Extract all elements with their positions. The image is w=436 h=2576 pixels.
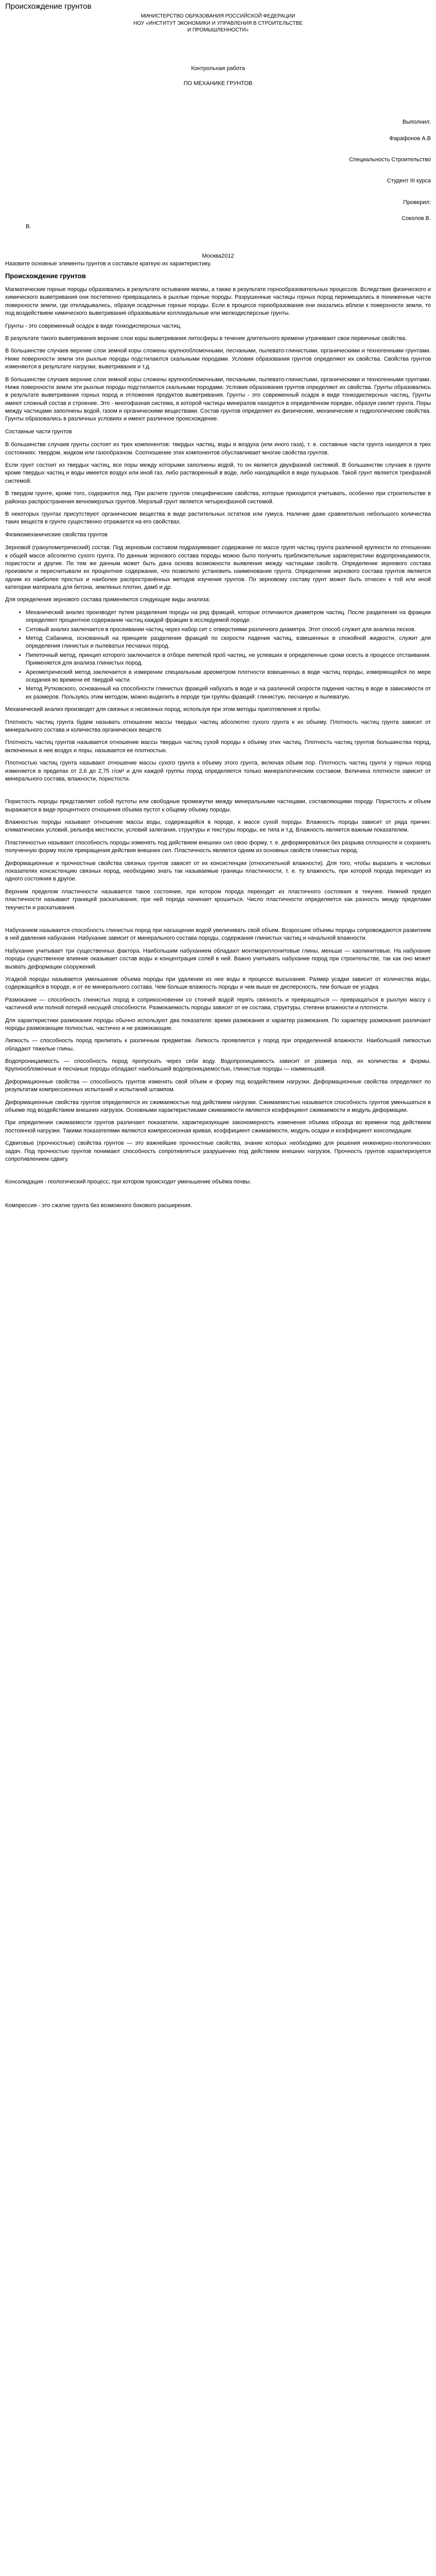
course: Студент III курса (387, 178, 431, 184)
list-item: • Механический анализ производят путем разделения породы на ряд фракций, которые отличаются диаметром частиц. После разделения на фракции определяют процентное содержание частиц каждой фракции в исследуемой породе. (26, 609, 431, 625)
paragraph: Влажностью породы называют отношение массы воды, содержащейся в породе, к массе сухой породы. Влажность породы зависит от ряда причин: климатических условий, рельефа местности, условий залегания, структуры и текстуры породы, ее типа и т.д. Влажность является важным показателем. (5, 819, 431, 834)
paragraph: Липкость — способность пород прилипать к различным предметам. Липкость проявляется у пород при определенной влажности. Наибольшей липкостью обладают тяжелые глины. (5, 1038, 431, 1052)
paragraph: Деформационные свойства грунтов определяются их сжимаемостью под действием нагрузки. Сжимаемостью называется способность грунтов уменьшаться в объеме под воздействием внешних нагрузок. Основными характеристиками сжимаемости являются коэффициент сжимаемости и модуль деформации. (5, 1099, 431, 1114)
paragraph: Сдвиговые (прочностные) свойства грунтов — это важнейшие прочностные свойства, знание которых необходимо для решения инженерно-геологических задач. Под прочностью грунтов понимают способность сопротивляться разрушению под действием внешних нагрузок. Прочность грунтов характеризуется сопротивлением сдвигу. (5, 1140, 431, 1162)
checked-label: Проверил: (403, 199, 431, 206)
paragraph: Деформационные и прочностные свойства связных грунтов зависят от их консистенции (относительной влажности). Для того, чтобы выразить в числовых показателях консистенцию связных пород, необходимо знать так называемые границы пластичности, т. е. ту влажность, при которой порода переходит из одного состояния в другое. (5, 860, 431, 883)
consolidation-definition: Консолидация - геологический процесс, при котором происходит уменьшение объёма почвы. (5, 1179, 252, 1185)
paragraph: В большинстве случаев верхние слои земной коры сложены крупнообломочными, песчаными, пылевато-глинистыми, органическими и техногенными грунтами. Ниже поверхности земли эти рыхлые породы подстилаются скальными породами. Условия образования грунтов определяют их свойства. Грунты образовались в результате выветривания горных пород и отложения продуктов выветривания. Грунты - это современный осадок в виде тонкодисперсных частиц. Грунты имеют сложный состав и строение. Это - многофазная система, в которой частицы минералов находятся в определённом порядке, образуя скелет грунта. Поры между частицами заполнены водой, газом и органическими веществами. Состав грунтов определяет их физические, механические и гидрологические свойства. Грунты образовались в различных условиях и имеют различное происхождение. (5, 376, 431, 422)
performed-label: Выполнил: (402, 119, 431, 126)
paragraph: Для характеристики размокания породы обычно используют два показателя: время размокания и характер размокания. По характеру размокания различают породы размокающие полностью, частично и не размокающие. (5, 1017, 431, 1031)
list-item: • Ареометрический метод заключается в измерении специальным ареометром плотности взвешенных в воде частиц породы, измеряющейся по мере оседания во времени её твердой части. (26, 669, 431, 685)
page (0, 0, 436, 1210)
paragraph: В результате такого выветривания верхние слои коры выветривания литосферы в течение длительного времени утрачивают свои первичные свойства. (5, 335, 407, 342)
list-item: • Пипеточный метод, принцип которого заключается в отборе пипеткой проб частиц, не успевших в определенные сроки осесть в процессе отстаивания. Применяется для анализа глинистых пород. (26, 652, 431, 668)
list-item: • Метод Сабанина, основанный на принципе разделения фракций по скорости падения частиц, взвешенных в спокойной жидкости, служит для определения глинистых и пылеватых песчаных пород. (26, 635, 431, 651)
teacher-name: Соколов В. (402, 215, 431, 222)
paragraph: Пористость породы представляет собой пустоты или свободные промежутки между минеральными частицами, составляющими породу. Пористость и объем выражается в виде процентного отношения объема пустот к общему объему породы. (5, 799, 431, 813)
paragraph: В твердом грунте, кроме того, содержится лед. При расчете грунтов специфические свойства, которые приходится учитывать, особенно при строительстве в районах распространения вечномерзлых грунтов. Мерзлый грунт является четырехфазной системой. (5, 490, 431, 505)
paragraph: Плотность частиц грунтов называется отношение массы твердых частиц сухой породы к объему этих частиц. Плотность частиц грунтов большинства пород, включенных в нее воздух и поры, называется ее плотностью. (5, 739, 431, 754)
paragraph: Механический анализ производят для связных и несвязных пород, используя при этом методы приготовления и пробы. (5, 706, 321, 713)
city-initial: В. (26, 223, 31, 230)
paragraph: Размокание — способность глинистых пород в соприкосновении со стоячей водой терять связность и превращаться — превращаться в рыхлую массу с частичной или полной потерей несущей способности. Размокаемость породы зависит от ее состава, структуры, степени влажности и плотности. (5, 996, 431, 1011)
paragraph: Для определения зернового состава применяются следующие виды анализа: (5, 597, 211, 603)
paragraph: Набуханием называется способность глинистых пород при насыщении водой увеличивать свой объем. Возросшие объемы породы сопровождаются развитием в ней давления набухания. Набухание зависит от минерального состава породы, содержания глинистых частиц и начальной влажности. (5, 927, 431, 942)
paragraph: Плотность частиц грунта будем называть отношение массы твердых частиц абсолютно сухого грунта к их объему. Плотность частиц грунта зависит от минерального состава и количества органических веществ. (5, 719, 431, 733)
composition-heading: Составные части грунтов (5, 428, 72, 435)
city-year: Москва2012 (202, 253, 234, 260)
paragraph: Пластичностью называют способность породы изменять под действием внешних сил свою форму, т. е. деформироваться без разрыва сплошности и сохранять полученную форму после прекращения действия внешних сил. Пластичность является одним из основных свойств глинистых пород. (5, 839, 431, 854)
task-intro: Назовите основные элементы грунтов и составьте краткую их характеристику. (5, 261, 212, 267)
list-item: • Метод Рутковского, основанный на способности глинистых фракций набухать в воде и на различной скорости падения частиц в воде в зависимости от их размеров. Пользуясь этим методом, можно выделить в породе три группы фракций: глинистую, песчаную и пылеватую. (26, 685, 431, 701)
analysis-methods-list (5, 609, 431, 701)
site-title: Происхождение грунтов (5, 2, 92, 11)
paragraph: В большинстве случаев верхние слои земной коры сложены крупнообломочными, песчаными, пылевато-глинистыми, органическими и техногенными грунтами. Ниже поверхности земли эти рыхлые породы подстилаются скальными породами. Условия образования грунтов определяют их свойства. Свойства грунтов изменяются в результате нагрузки, выветривания и т.д. (5, 348, 431, 370)
paragraph: В большинстве случаев грунты состоят из трех компонентов: твердых частиц, воды и воздуха (или иного газа), т. е. составные части грунта находятся в трех состояниях: твердом, жидком или газообразном. Соотношение этих компонентов обуславливает многие свойства грунтов. (5, 442, 431, 456)
physmech-heading: Физикомеханические свойства грунтов (5, 531, 108, 538)
paragraph: В некоторых грунтах присутствуют органические вещества в виде растительных остатков или гумуса. Наличие даже сравнительно небольшого количества таких веществ в грунте существенно отражается на его свойствах. (5, 511, 431, 526)
ministry-block: МИНИСТЕРСТВО ОБРАЗОВАНИЯ РОССИЙСКОЙ ФЕДЕРАЦИИ НОУ «ИНСТИТУТ ЭКОНОМИКИ И УПРАВЛЕНИЯ В СТРОИТЕЛЬСТВЕ И ПРОМЫШЛЕННОСТИ» (133, 13, 303, 33)
paragraph: Верхним пределом пластичности называется такое состояние, при котором порода переходит из пластичного состояния в текучее. Нижний предел пластичности называют границей раскатывания, при ней порода начинает крошиться. Число пластичности определяется как разность между пределами текучести и раскатывания. (5, 888, 431, 911)
paragraph: Если грунт состоит из твердых частиц, все поры между которыми заполнены водой, то он является двухфазной системой. В большинстве случаев в грунте кроме твердых частиц и воды имеется воздух или иной газ, либо растворенный в воде, либо находящийся в виде пузырьков. Такой грунт является трехфазной системой. (5, 462, 431, 484)
work-type: Контрольная работа (191, 65, 245, 72)
student-name: Фарафонов А.В (389, 135, 431, 142)
paragraph: Зерновой (гранулометрический) состав. Под зерновым составом подразумевают содержание по массе групп частиц грунта различной крупности по отношению к общей массе абсолютно сухого грунта. По данным зернового состава породы можно было получить приблизительные характеристики водопроницаемости, пористости и другие. По тем же данным может быть дана основа возможности выявления между частицами свойств. Определение зернового состава произвели и пересчитывали их процентное содержание, что позволило установить наименование грунта. Определение зернового состава грунтов является одним из наиболее простых и наиболее распространённых методов изучения грунтов. По зерновому составу грунт может быть отнесен к той или иной категории материала для бетона, земляных плотин, дамб и др. (5, 545, 431, 591)
paragraph: Магматические горные породы образовались в результате остывания магмы, а также в результате горнообразовательных процессов. Вследствие физического и химического выветривания они постепенно превращались в рыхлые горные породы. Разрушенные частицы горных пород перемещались в пониженные части поверхности земли, где откладывались, образуя осадочные горные породы. Если в процессе горообразования они оказались вблизи к поверхности земли, то под воздействием химического выветривания образовывали коллоидальные или мелкодисперсные грунты. (5, 286, 431, 317)
compression-definition: Компрессия - это сжатие грунта без возможного бокового расширения. (5, 1202, 192, 1209)
paragraph: Грунты - это современный осадок в виде тонкодисперсных частиц. (5, 323, 182, 329)
paragraph: Усадкой породы называется уменьшение объема породы при удалении из нее воды в процессе высыхания. Размер усадки зависит от количества воды, содержащейся в породе, и от ее минерального состава. Чем больше влажность породы и чем выше ее дисперсность, тем больше ее усадка. (5, 976, 431, 991)
list-item: • Ситовый анализ заключается в просеивании частиц через набор сит с отверстиями различного диаметра. Этот способ служит для анализа песков. (26, 626, 431, 634)
paragraph: Деформационные свойства — способность грунтов изменять свой объем и форму под воздействием нагрузки. Деформационные свойства определяют по результатам компрессионных испытаний и испытаний штампом. (5, 1078, 431, 1093)
subject-title: ПО МЕХАНИКЕ ГРУНТОВ (183, 80, 253, 87)
paragraph: Водопроницаемость — способность пород пропускать через себя воду. Водопроницаемость зависит от размера пор, их количества и формы. Крупнообломочные и песчаные породы обладают наибольшей водопроницаемостью, глинистые породы — наименьшей. (5, 1058, 431, 1073)
paragraph: При определении сжимаемости грунтов различают показатели, характеризующие закономерность изменения объема образца во времени под действием постоянной нагрузки. Такими показателями являются компрессионная кривая, коэффициент сжимаемости, модуль осадки и коэффициент консолидации. (5, 1120, 431, 1134)
paragraph: Набухание учитывает три существенных фактора. Наибольшим набуханием обладают монтмориллонитовые глины, меньше — каолинитовые. На набухание породы существенное влияние оказывает состав воды и концентрация солей в ней. Важно учитывать набухание пород при строительстве, так как оно может вызвать деформации сооружений. (5, 947, 431, 970)
article-heading: Происхождение грунтов (5, 272, 86, 280)
specialty: Специальность Строительство (349, 157, 431, 163)
paragraph: Плотностью частиц грунта называют отношение массы сухого грунта к объему этого грунта, включая объем пор. Плотность частиц грунта у горных пород изменяется в пределах от 2,6 до 2,75 г/см³ и для каждой группы пород определяется только минералогическим составом. Величина плотности зависит от минерального состава, влажности, пористости. (5, 760, 431, 782)
